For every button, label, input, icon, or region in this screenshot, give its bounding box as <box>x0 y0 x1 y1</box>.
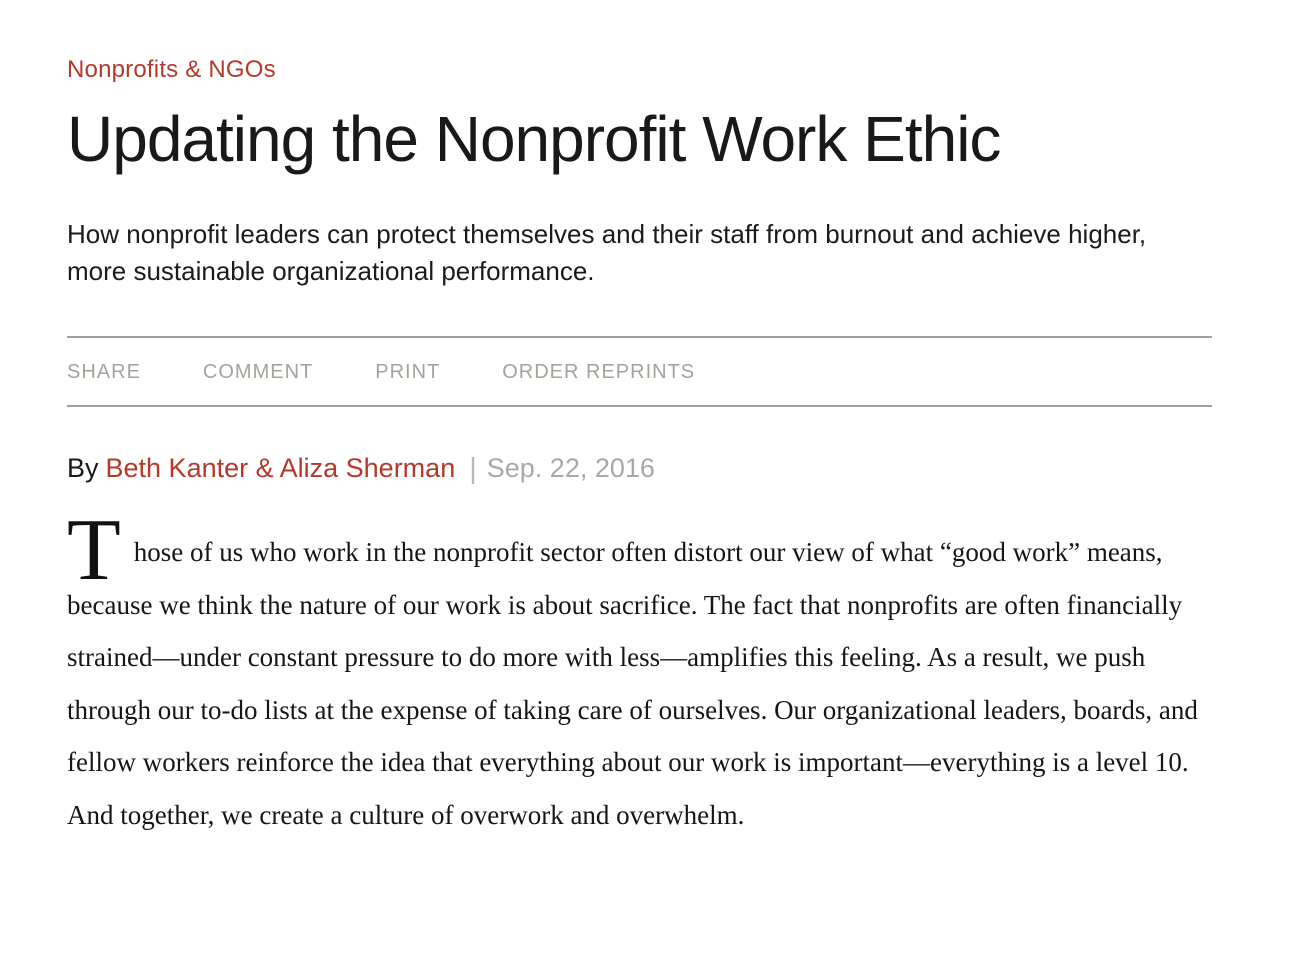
category-link[interactable]: Nonprofits & NGOs <box>67 56 276 83</box>
comment-button[interactable]: COMMENT <box>202 361 314 383</box>
article-body <box>67 502 1215 841</box>
print-button[interactable]: PRINT <box>375 361 441 383</box>
byline-separator: | <box>469 453 477 485</box>
order-reprints-button[interactable]: ORDER REPRINTS <box>502 361 696 383</box>
paragraph-text: hose of us who work in the nonprofit sector often distort our view of what “good work” means, because we think the nature of our work is about sacrifice. The fact that nonprofits are often financially strained—under constant pressure to do more with less—amplifies this feeling. As a result, we push through our to-do lists at the expense of taking care of ourselves. Our organizational leaders, boards, and fellow workers reinforce the idea that everything about our work is important—everything is a level 10. And together, we create a culture of overwork and overwhelm. <box>67 537 1198 830</box>
byline <box>67 451 1212 486</box>
author-links[interactable]: Beth Kanter & Aliza Sherman <box>105 453 456 483</box>
publish-date: Sep. 22, 2016 <box>486 453 655 483</box>
article-dek: How nonprofit leaders can protect themselves and their staff from burnout and achieve higher, more sustainable organizational performance. <box>67 219 1147 286</box>
share-button[interactable]: SHARE <box>67 361 141 383</box>
article-title: Updating the Nonprofit Work Ethic <box>67 103 1001 175</box>
body-paragraph <box>67 502 1215 841</box>
byline-prefix: By <box>67 453 99 483</box>
dropcap: T <box>67 502 121 599</box>
article-toolbar <box>67 336 1212 407</box>
